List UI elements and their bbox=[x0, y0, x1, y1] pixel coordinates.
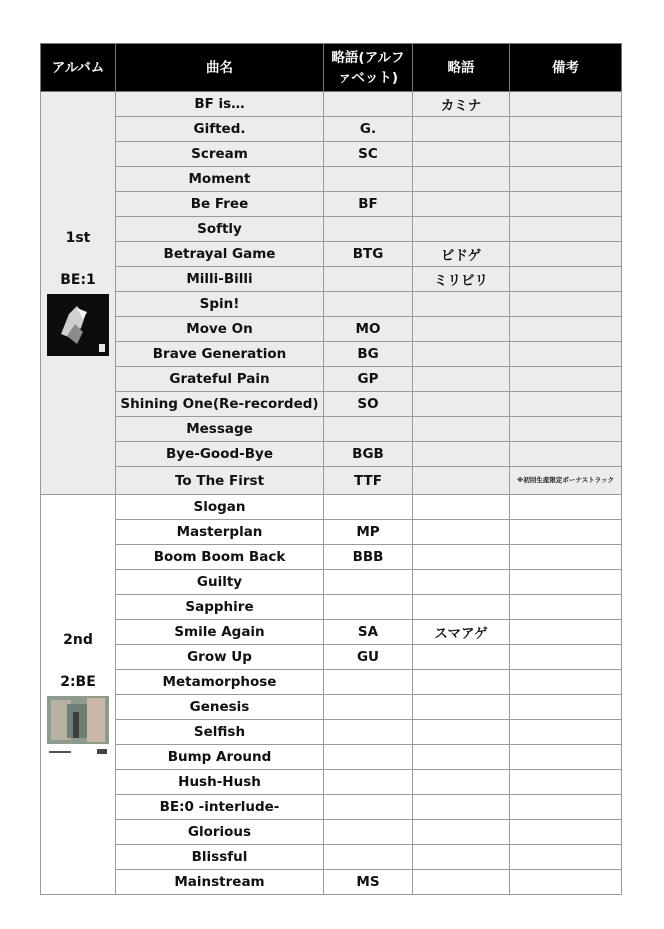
song-abbr-alpha bbox=[324, 820, 413, 845]
table-row bbox=[41, 720, 622, 745]
song-abbr-alpha: BGB bbox=[324, 442, 413, 467]
album-number: 1st bbox=[65, 230, 91, 246]
song-abbr-alpha bbox=[324, 770, 413, 795]
song-title: Move On bbox=[116, 317, 324, 342]
song-note bbox=[510, 142, 622, 167]
song-abbr bbox=[413, 670, 510, 695]
song-note bbox=[510, 442, 622, 467]
song-abbr bbox=[413, 142, 510, 167]
song-abbr-alpha: TTF bbox=[324, 467, 413, 495]
song-abbr-alpha bbox=[324, 695, 413, 720]
header-note: 備考 bbox=[510, 44, 622, 92]
song-note bbox=[510, 545, 622, 570]
table-row bbox=[41, 670, 622, 695]
song-note bbox=[510, 167, 622, 192]
table-row bbox=[41, 495, 622, 520]
song-title: Masterplan bbox=[116, 520, 324, 545]
song-abbr-alpha: BG bbox=[324, 342, 413, 367]
song-title: Brave Generation bbox=[116, 342, 324, 367]
song-abbr bbox=[413, 342, 510, 367]
song-abbr-alpha: BTG bbox=[324, 242, 413, 267]
table-row bbox=[41, 167, 622, 192]
song-abbr-alpha: BBB bbox=[324, 545, 413, 570]
song-note bbox=[510, 520, 622, 545]
album-cell bbox=[41, 495, 116, 895]
table-row bbox=[41, 417, 622, 442]
song-note bbox=[510, 695, 622, 720]
song-abbr bbox=[413, 695, 510, 720]
song-note bbox=[510, 192, 622, 217]
song-abbr-alpha bbox=[324, 495, 413, 520]
song-title: Grow Up bbox=[116, 645, 324, 670]
song-abbr: ミリビリ bbox=[413, 267, 510, 292]
header-title: 曲名 bbox=[116, 44, 324, 92]
table-row bbox=[41, 770, 622, 795]
song-title: Softly bbox=[116, 217, 324, 242]
table-row bbox=[41, 342, 622, 367]
song-note bbox=[510, 870, 622, 895]
song-title: Message bbox=[116, 417, 324, 442]
song-note bbox=[510, 770, 622, 795]
song-note bbox=[510, 595, 622, 620]
song-title: Bump Around bbox=[116, 745, 324, 770]
song-abbr-alpha bbox=[324, 92, 413, 117]
song-abbr-alpha: G. bbox=[324, 117, 413, 142]
song-note bbox=[510, 620, 622, 645]
song-title: Milli-Billi bbox=[116, 267, 324, 292]
song-note bbox=[510, 242, 622, 267]
song-abbr bbox=[413, 217, 510, 242]
song-note bbox=[510, 645, 622, 670]
song-abbr-alpha bbox=[324, 745, 413, 770]
song-title: Shining One(Re-recorded) bbox=[116, 392, 324, 417]
song-note: ※初回生産限定ボーナストラック bbox=[510, 467, 622, 495]
song-title: Moment bbox=[116, 167, 324, 192]
song-note bbox=[510, 292, 622, 317]
song-title: Smile Again bbox=[116, 620, 324, 645]
album-cover-be1 bbox=[47, 294, 109, 356]
song-title: To The First bbox=[116, 467, 324, 495]
song-title: Bye-Good-Bye bbox=[116, 442, 324, 467]
table-row bbox=[41, 442, 622, 467]
song-abbr-alpha: GP bbox=[324, 367, 413, 392]
song-note bbox=[510, 495, 622, 520]
song-abbr bbox=[413, 495, 510, 520]
song-title: Genesis bbox=[116, 695, 324, 720]
song-note bbox=[510, 117, 622, 142]
song-title: Guilty bbox=[116, 570, 324, 595]
table-row bbox=[41, 520, 622, 545]
song-abbr bbox=[413, 392, 510, 417]
song-note bbox=[510, 745, 622, 770]
song-note bbox=[510, 720, 622, 745]
table-row bbox=[41, 317, 622, 342]
song-abbr-alpha bbox=[324, 670, 413, 695]
album-name: BE:1 bbox=[60, 272, 96, 288]
song-abbr-alpha: BF bbox=[324, 192, 413, 217]
song-note bbox=[510, 417, 622, 442]
song-title: Grateful Pain bbox=[116, 367, 324, 392]
song-abbr-alpha: MP bbox=[324, 520, 413, 545]
table-row bbox=[41, 570, 622, 595]
song-abbr bbox=[413, 545, 510, 570]
song-note bbox=[510, 267, 622, 292]
song-title: Blissful bbox=[116, 845, 324, 870]
song-abbr: カミナ bbox=[413, 92, 510, 117]
song-abbr-alpha bbox=[324, 417, 413, 442]
song-abbr-alpha: SC bbox=[324, 142, 413, 167]
header-album: アルバム bbox=[41, 44, 116, 92]
table-row bbox=[41, 217, 622, 242]
song-abbr bbox=[413, 770, 510, 795]
album-name: 2:BE bbox=[60, 673, 96, 690]
song-abbr bbox=[413, 292, 510, 317]
table-row bbox=[41, 467, 622, 495]
song-title: Metamorphose bbox=[116, 670, 324, 695]
table-row bbox=[41, 292, 622, 317]
song-abbr-alpha: MS bbox=[324, 870, 413, 895]
song-abbr-alpha bbox=[324, 595, 413, 620]
song-abbr bbox=[413, 467, 510, 495]
song-abbr-alpha bbox=[324, 795, 413, 820]
song-abbr bbox=[413, 442, 510, 467]
song-title: Sapphire bbox=[116, 595, 324, 620]
song-title: Be Free bbox=[116, 192, 324, 217]
table-row bbox=[41, 845, 622, 870]
song-note bbox=[510, 795, 622, 820]
table-row bbox=[41, 267, 622, 292]
song-title: Hush-Hush bbox=[116, 770, 324, 795]
table-row bbox=[41, 367, 622, 392]
song-title: Scream bbox=[116, 142, 324, 167]
table-row bbox=[41, 595, 622, 620]
song-note bbox=[510, 392, 622, 417]
song-note bbox=[510, 92, 622, 117]
table-row bbox=[41, 117, 622, 142]
song-abbr bbox=[413, 820, 510, 845]
song-abbr bbox=[413, 192, 510, 217]
song-note bbox=[510, 217, 622, 242]
table-row bbox=[41, 745, 622, 770]
song-abbr-alpha bbox=[324, 167, 413, 192]
song-note bbox=[510, 820, 622, 845]
song-abbr bbox=[413, 845, 510, 870]
song-title: Betrayal Game bbox=[116, 242, 324, 267]
table-row bbox=[41, 620, 622, 645]
song-abbr-alpha: SA bbox=[324, 620, 413, 645]
song-note bbox=[510, 670, 622, 695]
header-row bbox=[41, 44, 622, 92]
song-title: Slogan bbox=[116, 495, 324, 520]
song-note bbox=[510, 317, 622, 342]
song-abbr bbox=[413, 117, 510, 142]
header-abbr: 略語 bbox=[413, 44, 510, 92]
song-title: Boom Boom Back bbox=[116, 545, 324, 570]
album-cell bbox=[41, 92, 116, 495]
song-abbr-alpha bbox=[324, 720, 413, 745]
header-abbr-alpha: 略語(アルファベット) bbox=[324, 44, 413, 92]
album-cover-2be bbox=[47, 696, 109, 758]
table-row bbox=[41, 695, 622, 720]
song-table bbox=[40, 43, 622, 895]
song-abbr bbox=[413, 645, 510, 670]
table-row bbox=[41, 242, 622, 267]
song-title: BE:0 -interlude- bbox=[116, 795, 324, 820]
table-row bbox=[41, 795, 622, 820]
table-row bbox=[41, 545, 622, 570]
song-title: BF is… bbox=[116, 92, 324, 117]
song-title: Mainstream bbox=[116, 870, 324, 895]
song-abbr-alpha bbox=[324, 217, 413, 242]
song-abbr bbox=[413, 417, 510, 442]
song-abbr bbox=[413, 570, 510, 595]
song-abbr: スマアゲ bbox=[413, 620, 510, 645]
song-abbr bbox=[413, 595, 510, 620]
table-row bbox=[41, 870, 622, 895]
song-abbr-alpha bbox=[324, 267, 413, 292]
song-abbr-alpha bbox=[324, 845, 413, 870]
table-row bbox=[41, 192, 622, 217]
song-title: Spin! bbox=[116, 292, 324, 317]
song-abbr bbox=[413, 745, 510, 770]
song-abbr: ビドゲ bbox=[413, 242, 510, 267]
song-title: Gifted. bbox=[116, 117, 324, 142]
song-note bbox=[510, 570, 622, 595]
song-abbr bbox=[413, 317, 510, 342]
table-row bbox=[41, 92, 622, 117]
song-note bbox=[510, 367, 622, 392]
table-row bbox=[41, 645, 622, 670]
song-abbr bbox=[413, 520, 510, 545]
song-title: Selfish bbox=[116, 720, 324, 745]
song-abbr bbox=[413, 795, 510, 820]
song-abbr-alpha bbox=[324, 570, 413, 595]
song-abbr-alpha: SO bbox=[324, 392, 413, 417]
table-row bbox=[41, 392, 622, 417]
song-abbr bbox=[413, 367, 510, 392]
song-abbr-alpha: GU bbox=[324, 645, 413, 670]
song-abbr bbox=[413, 870, 510, 895]
song-abbr bbox=[413, 720, 510, 745]
song-abbr-alpha bbox=[324, 292, 413, 317]
song-abbr-alpha: MO bbox=[324, 317, 413, 342]
song-note bbox=[510, 845, 622, 870]
song-abbr bbox=[413, 167, 510, 192]
album-number: 2nd bbox=[63, 631, 93, 648]
song-note bbox=[510, 342, 622, 367]
table-row bbox=[41, 142, 622, 167]
table-row bbox=[41, 820, 622, 845]
song-title: Glorious bbox=[116, 820, 324, 845]
